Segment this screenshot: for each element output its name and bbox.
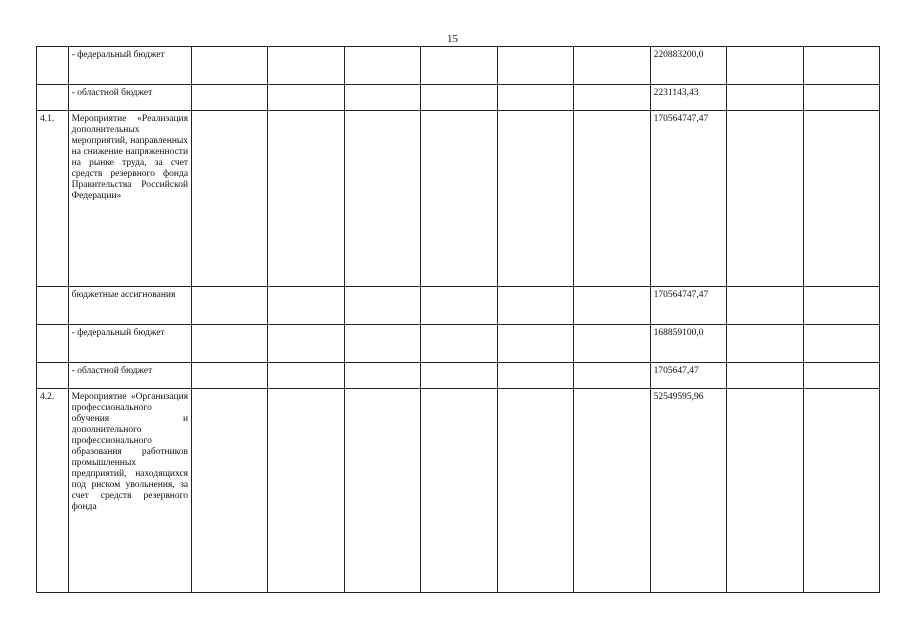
row-amount: 170564747,47 bbox=[650, 111, 726, 287]
table-row bbox=[37, 389, 880, 593]
table-row bbox=[37, 85, 880, 111]
row-amount: 170564747,47 bbox=[650, 287, 726, 325]
row-amount: 220883200,0 bbox=[650, 47, 726, 85]
row-number: 4.2. bbox=[37, 389, 69, 593]
table-row bbox=[37, 47, 880, 85]
row-name: - федеральный бюджет bbox=[68, 47, 191, 85]
row-amount: 168859100,0 bbox=[650, 325, 726, 363]
page-number: 15 bbox=[447, 33, 458, 45]
row-number: 4.1. bbox=[37, 111, 69, 287]
row-name: - областной бюджет bbox=[68, 363, 191, 389]
row-number bbox=[37, 363, 69, 389]
table-row bbox=[37, 287, 880, 325]
row-name: Мероприятие «Организация профессионального обучения и дополнительного профессионального образования работников промышленных предприятий, находящихся под риском увольнения, за счет средств резервного фонда bbox=[71, 392, 189, 512]
table-row bbox=[37, 111, 880, 287]
row-number bbox=[37, 85, 69, 111]
row-number bbox=[37, 47, 69, 85]
row-name: бюджетные ассигнования bbox=[68, 287, 191, 325]
row-name: - областной бюджет bbox=[68, 85, 191, 111]
row-number bbox=[37, 287, 69, 325]
row-name: Мероприятие «Реализация дополнительных мероприятий, направленных на снижение напряженности на рынке труда, за счет средств резервного фонда Правительства Российской Федерации» bbox=[68, 111, 191, 287]
row-amount: 2231143,43 bbox=[650, 85, 726, 111]
table-row bbox=[37, 325, 880, 363]
budget-table bbox=[36, 46, 880, 593]
row-amount: 1705647,47 bbox=[650, 363, 726, 389]
row-number bbox=[37, 325, 69, 363]
row-name: - федеральный бюджет bbox=[68, 325, 191, 363]
table-row bbox=[37, 363, 880, 389]
row-amount: 52549595,96 bbox=[650, 389, 726, 593]
